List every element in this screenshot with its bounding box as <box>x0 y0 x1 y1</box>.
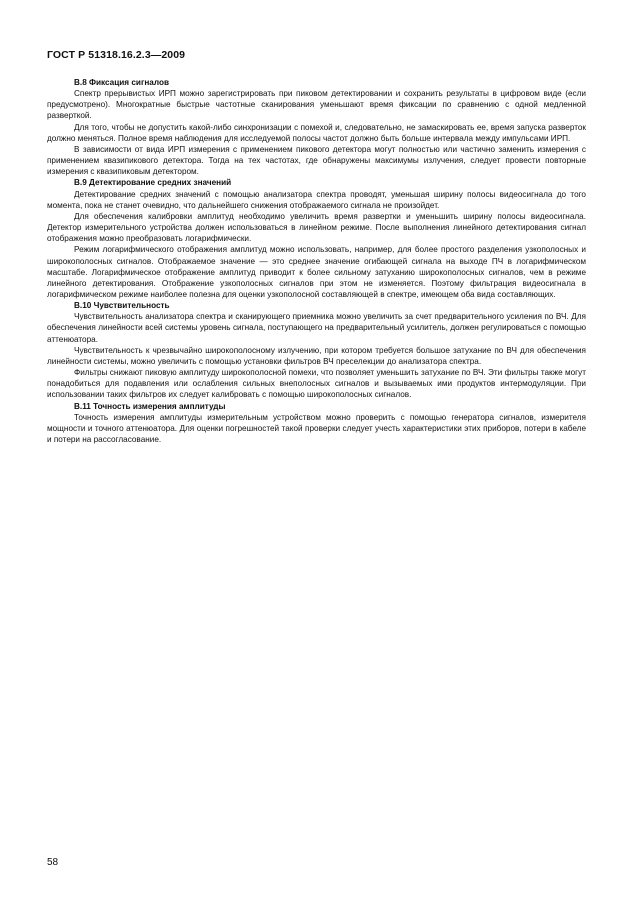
paragraph: Точность измерения амплитуды измерительным устройством можно проверить с помощью генератора сигналов, измерителя мощности и точного аттенюатора. Для оценки погрешностей такой проверки следует учесть характеристики этих приборов, потери в кабеле и потери на рассогласование. <box>47 412 586 444</box>
document-body <box>47 77 586 445</box>
section-b10 <box>47 300 586 400</box>
paragraph: Спектр прерывистых ИРП можно зарегистрировать при пиковом детектировании и сохранить результаты в цифровом виде (если предусмотрено). Многократные быстрые частотные сканирования уменьшают время фиксации по сравнению с одной медленной разверткой. <box>47 89 586 121</box>
paragraph: В зависимости от вида ИРП измерения с применением пикового детектора могут полностью или частично заменить измерения с применением квазипикового детектора. Тогда на тех частотах, где обнаружены максимумы излучения, следует провести повторные измерения с квазипиковым детектором. <box>47 144 586 177</box>
section-heading: В.9 Детектирование средних значений <box>74 178 232 188</box>
paragraph: Детектирование средних значений с помощью анализатора спектра проводят, уменьшая ширину полосы видеосигнала до того момента, пока не станет очевидно, что дальнейшего снижения отображаемого сигнала не произойдет. <box>47 189 586 210</box>
paragraph: Для обеспечения калибровки амплитуд необходимо увеличить время развертки и уменьшить ширину полосы видеосигнала. Детектор измерительного устройства должен использоваться в линейном режиме. После выполнения линейного детектирования сигнал отображения можно преобразовать логарифмически. <box>47 211 586 244</box>
paragraph: Фильтры снижают пиковую амплитуду широкополосной помехи, что позволяет уменьшить затухание по ВЧ. Эти фильтры также могут понадобиться для подавления или ослабления сильных внеполосных сигналов и вызываемых ими продуктов интермодуляции. При использовании таких фильтров их следует калибровать с помощью широкополосных сигналов. <box>47 368 586 400</box>
section-b8 <box>47 77 586 177</box>
section-heading: В.11 Точность измерения амплитуды <box>74 401 226 411</box>
paragraph: Чувствительность к чрезвычайно широкополосному излучению, при котором требуется большое затухание по ВЧ для обеспечения линейности системы, можно увеличить с помощью установки фильтров ВЧ преселекции до анализатора спектра. <box>47 345 586 366</box>
section-b9 <box>47 177 586 300</box>
section-heading: В.8 Фиксация сигналов <box>74 78 169 87</box>
section-heading: В.10 Чувствительность <box>74 301 170 311</box>
page-number: 58 <box>47 857 59 868</box>
document-header-standard-number: ГОСТ Р 51318.16.2.3—2009 <box>47 49 186 61</box>
paragraph: Режим логарифмического отображения амплитуд можно использовать, например, для более простого разделения узкополосных и широкополосных сигналов. Отображаемое значение — это среднее значение огибающей сигнала на выходе ПЧ в логарифмическом масштабе. Логарифмическое отображение амплитуд приводит к более сильному затуханию широкополосных сигналов, чем в режиме линейного детектирования. Отображение узкополосных сигналов при этом не изменяется. Поэтому фильтрация видеосигнала в логарифмическом режиме наиболее полезна для оценки узкополосной составляющей в спектре, имеющем оба вида составляющих. <box>47 245 586 299</box>
paragraph: Чувствительность анализатора спектра и сканирующего приемника можно увеличить за счет предварительного усиления по ВЧ. Для обеспечения линейности всей системы уровень сигнала, поступающего на предварительный усилитель, должен регулироваться с помощью аттенюатора. <box>47 312 586 344</box>
paragraph: Для того, чтобы не допустить какой-либо синхронизации с помехой и, следовательно, не замаскировать ее, время запуска разверток должно меняться. Полное время наблюдения для исследуемой полосы частот должно быть больше интервала между импульсами ИРП. <box>47 122 586 143</box>
section-b11 <box>47 401 586 446</box>
